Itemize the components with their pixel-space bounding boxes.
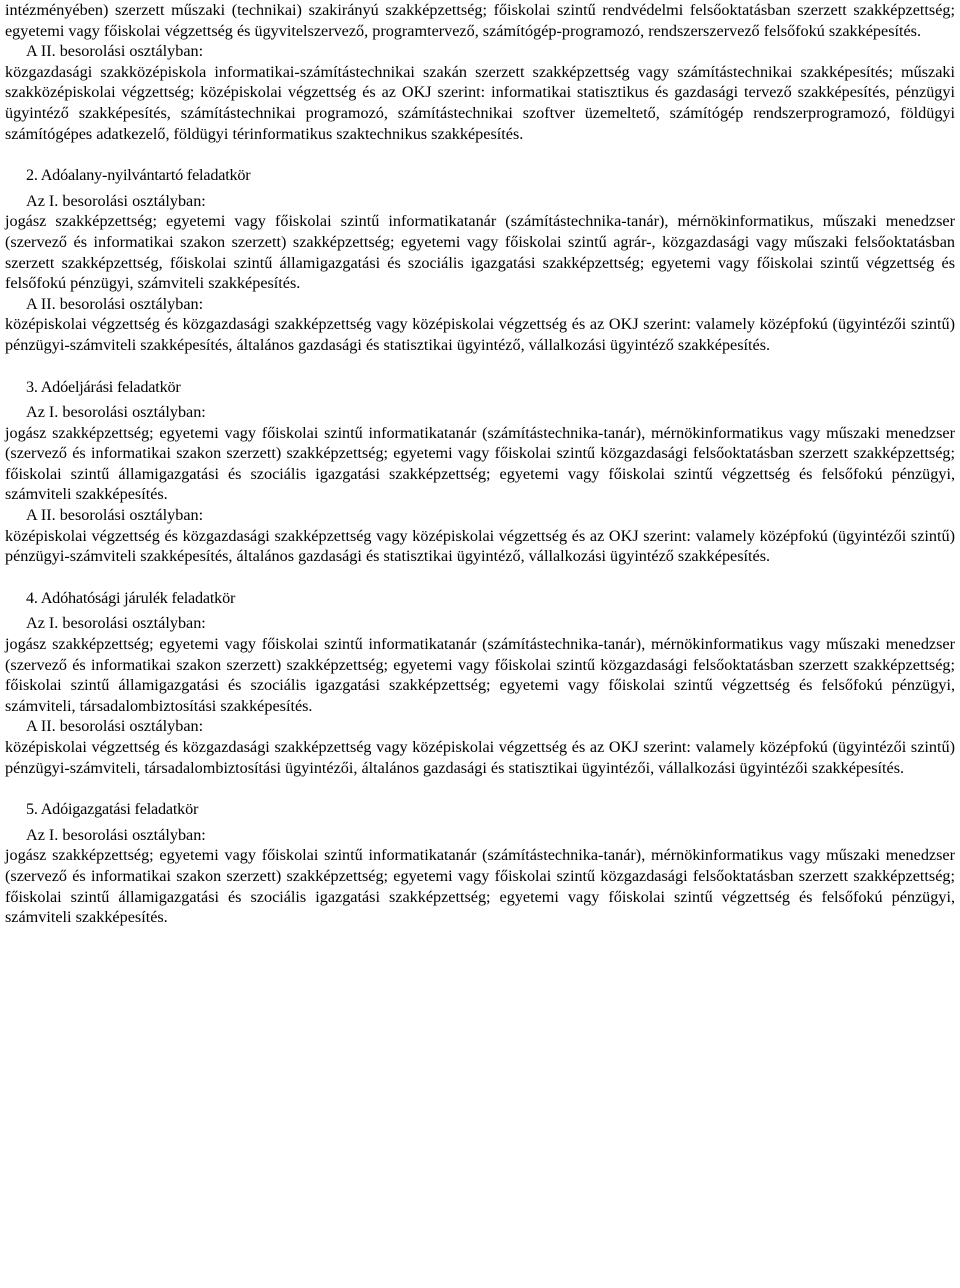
class-i-label: Az I. besorolási osztályban: xyxy=(26,191,206,210)
section-title: 3. Adóeljárási feladatkör xyxy=(26,377,181,396)
class-i-label: Az I. besorolási osztályban: xyxy=(26,825,206,844)
class-ii-text: középiskolai végzettség és közgazdasági szakképzettség vagy középiskolai végzettség és az OKJ szerint: valamely középfokú (ügyintézői szintű) pénzügyi-számviteli szakképesítés, általános gazdasági és statisztikai ügyintéző, vállalkozási ügyintéző szakképesítés. xyxy=(5,526,955,566)
class-i-text: jogász szakképzettség; egyetemi vagy főiskolai szintű informatikatanár (számítástechnika-tanár), mérnökinformatikus vagy műszaki menedzser (szervező és informatikai szakon szerzett) szakképzettség; egyetemi vagy főiskolai szintű közgazdasági felsőoktatásban szerzett szakképzettség; főiskolai szintű államigazgatási és szociális igazgatási szakképzettség; egyetemi vagy főiskolai szintű végzettség és felsőfokú pénzügyi, számviteli, társadalombiztosítási szakképesítés. xyxy=(5,635,955,715)
class-i-label: Az I. besorolási osztályban: xyxy=(26,614,206,633)
class-i-text: jogász szakképzettség; egyetemi vagy főiskolai szintű informatikatanár (számítástechnika-tanár), mérnökinformatikus vagy műszaki menedzser (szervező és informatikai szakon szerzett) szakképzettség; egyetemi vagy főiskolai szintű közgazdasági felsőoktatásban szerzett szakképzettség; főiskolai szintű államigazgatási és szociális igazgatási szakképzettség; egyetemi vagy főiskolai szintű végzettség és felsőfokú pénzügyi, számviteli szakképesítés. xyxy=(5,423,955,504)
section-4 xyxy=(5,588,955,778)
class-i-text: jogász szakképzettség; egyetemi vagy főiskolai szintű informatikatanár (számítástechnika-tanár), mérnökinformatikus, műszaki menedzser (szervező és informatikai szakon szerzett) szakképzettség; egyetemi vagy főiskolai szintű agrár-, közgazdasági vagy műszaki felsőoktatásban szerzett szakképzettség, főiskolai szintű államigazgatási és szociális igazgatási szakképzettség; egyetemi vagy főiskolai szintű végzettség és felsőfokú pénzügyi, számviteli szakképesítés. xyxy=(5,212,955,293)
section-2 xyxy=(5,165,955,355)
class-ii-text: középiskolai végzettség és közgazdasági szakképzettség vagy középiskolai végzettség és az OKJ szerint: valamely középfokú (ügyintézői szintű) pénzügyi-számviteli, társadalombiztosítási ügyintézői, általános gazdasági és statisztikai ügyintézői, vállalkozási ügyintézői szakképesítés. xyxy=(5,738,955,777)
class-ii-label: A II. besorolási osztályban: xyxy=(26,294,204,313)
section-title: 2. Adóalany-nyilvántartó feladatkör xyxy=(26,166,251,185)
intro-paragraph: intézményében) szerzett műszaki (technikai) szakirányú szakképzettség; főiskolai szintű rendvédelmi felsőoktatásban szerzett szakképzettség; egyetemi vagy főiskolai végzettség és ügyvitelszervező, programtervező, számítógép-programozó, rendszerszervező felsőfokú szakképesítés. xyxy=(5,1,955,40)
class-ii-label: A II. besorolási osztályban: xyxy=(26,42,204,61)
class-ii-text: közgazdasági szakközépiskola informatikai-számítástechnikai szakán szerzett szakképzettség vagy számítástechnikai szakképesítés; műszaki szakközépiskolai végzettség; középiskolai végzettség és az OKJ szerint: informatikai statisztikus és gazdasági tervező szakképesítés, pénzügyi ügyintéző szakképesítés, számítástechnikai programozó, számítástechnikai szoftver üzemeltető, számítógép rendszerprogramozó, földügyi számítógépes adatkezelő, földügyi térinformatikus szaktechnikus szakképesítés. xyxy=(5,62,955,143)
class-i-text: jogász szakképzettség; egyetemi vagy főiskolai szintű informatikatanár (számítástechnika-tanár), mérnökinformatikus vagy műszaki menedzser (szervező és informatikai szakon szerzett) szakképzettség; egyetemi vagy főiskolai szintű közgazdasági felsőoktatásban szerzett szakképzettség; főiskolai szintű államigazgatási és szociális igazgatási szakképzettség; egyetemi vagy főiskolai szintű végzettség és felsőfokú pénzügyi, számviteli szakképesítés. xyxy=(5,846,955,927)
class-ii-text: középiskolai végzettség és közgazdasági szakképzettség vagy középiskolai végzettség és az OKJ szerint: valamely középfokú (ügyintézői szintű) pénzügyi-számviteli szakképesítés, általános gazdasági és statisztikai ügyintéző, vállalkozási ügyintéző szakképesítés. xyxy=(5,315,955,354)
section-title: 5. Adóigazgatási feladatkör xyxy=(26,800,199,819)
section-title: 4. Adóhatósági járulék feladatkör xyxy=(26,588,236,607)
class-i-label: Az I. besorolási osztályban: xyxy=(26,403,206,422)
section-3 xyxy=(5,377,955,567)
class-ii-label: A II. besorolási osztályban: xyxy=(26,506,204,525)
section-5 xyxy=(5,799,955,928)
class-ii-label: A II. besorolási osztályban: xyxy=(26,717,204,736)
intro-block xyxy=(5,0,955,144)
